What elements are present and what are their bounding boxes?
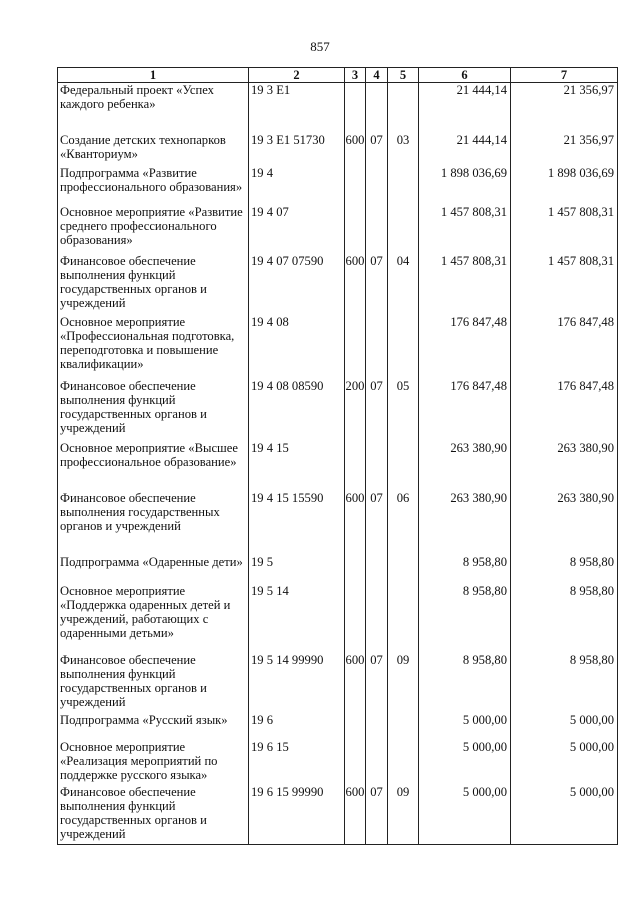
- row-name: Финансовое обеспечение выполнения государственных органов и учреждений: [58, 491, 249, 555]
- row-value-6: 8 958,80: [419, 584, 511, 653]
- row-col-5: 04: [388, 254, 419, 315]
- row-value-6: 21 444,14: [419, 83, 511, 133]
- row-col-4: 07: [366, 785, 388, 845]
- row-col-3: 600: [345, 653, 366, 713]
- table-row: [58, 379, 618, 441]
- row-col-4: [366, 584, 388, 653]
- row-value-6: 176 847,48: [419, 379, 511, 441]
- column-header: 2: [249, 68, 345, 83]
- column-header: 4: [366, 68, 388, 83]
- table-row: [58, 205, 618, 254]
- row-code: 19 6 15: [249, 740, 345, 785]
- row-code: 19 4 15 15590: [249, 491, 345, 555]
- table-header-row: [58, 68, 618, 83]
- page-number: 857: [310, 39, 330, 54]
- table-row: [58, 584, 618, 653]
- row-value-7: 263 380,90: [511, 491, 618, 555]
- row-code: 19 3 E1 51730: [249, 133, 345, 166]
- row-col-5: 09: [388, 785, 419, 845]
- column-header: 3: [345, 68, 366, 83]
- row-name: Основное мероприятие «Поддержка одаренных детей и учреждений, работающих с одаренными детьми»: [58, 584, 249, 653]
- row-value-7: 176 847,48: [511, 315, 618, 379]
- row-value-7: 263 380,90: [511, 441, 618, 491]
- row-col-4: 07: [366, 491, 388, 555]
- row-col-5: 05: [388, 379, 419, 441]
- row-code: 19 5 14 99990: [249, 653, 345, 713]
- row-value-7: 21 356,97: [511, 83, 618, 133]
- row-name: Финансовое обеспечение выполнения функций государственных органов и учреждений: [58, 379, 249, 441]
- row-value-7: 1 457 808,31: [511, 205, 618, 254]
- row-col-5: [388, 166, 419, 205]
- row-value-7: 21 356,97: [511, 133, 618, 166]
- row-col-5: 03: [388, 133, 419, 166]
- row-name: Подпрограмма «Развитие профессионального образования»: [58, 166, 249, 205]
- row-col-4: [366, 555, 388, 584]
- row-value-6: 176 847,48: [419, 315, 511, 379]
- row-col-4: [366, 315, 388, 379]
- row-name: Финансовое обеспечение выполнения функций государственных органов и учреждений: [58, 785, 249, 845]
- row-col-5: [388, 713, 419, 740]
- row-col-5: [388, 740, 419, 785]
- row-code: 19 4 08: [249, 315, 345, 379]
- row-value-7: 5 000,00: [511, 740, 618, 785]
- table-row: [58, 315, 618, 379]
- row-col-3: [345, 584, 366, 653]
- row-value-7: 5 000,00: [511, 713, 618, 740]
- row-col-3: [345, 315, 366, 379]
- row-col-4: 07: [366, 653, 388, 713]
- row-value-6: 1 457 808,31: [419, 254, 511, 315]
- row-value-6: 263 380,90: [419, 491, 511, 555]
- row-name: Финансовое обеспечение выполнения функций государственных органов и учреждений: [58, 254, 249, 315]
- row-value-6: 21 444,14: [419, 133, 511, 166]
- row-value-6: 8 958,80: [419, 653, 511, 713]
- row-value-6: 8 958,80: [419, 555, 511, 584]
- row-code: 19 4: [249, 166, 345, 205]
- row-value-6: 263 380,90: [419, 441, 511, 491]
- row-col-4: [366, 166, 388, 205]
- row-col-4: [366, 441, 388, 491]
- row-value-7: 5 000,00: [511, 785, 618, 845]
- row-value-7: 8 958,80: [511, 584, 618, 653]
- row-col-5: [388, 315, 419, 379]
- budget-table: [57, 67, 618, 845]
- table-row: [58, 83, 618, 133]
- table-row: [58, 133, 618, 166]
- row-name: Финансовое обеспечение выполнения функций государственных органов и учреждений: [58, 653, 249, 713]
- row-code: 19 6 15 99990: [249, 785, 345, 845]
- row-name: Основное мероприятие «Реализация мероприятий по поддержке русского языка»: [58, 740, 249, 785]
- row-col-4: 07: [366, 254, 388, 315]
- row-name: Основное мероприятие «Высшее профессиональное образование»: [58, 441, 249, 491]
- column-header: 1: [58, 68, 249, 83]
- row-col-3: [345, 713, 366, 740]
- row-col-3: 200: [345, 379, 366, 441]
- row-col-3: [345, 740, 366, 785]
- table-row: [58, 491, 618, 555]
- row-code: 19 4 07 07590: [249, 254, 345, 315]
- row-value-7: 1 898 036,69: [511, 166, 618, 205]
- row-col-4: [366, 713, 388, 740]
- row-code: 19 5 14: [249, 584, 345, 653]
- row-col-3: [345, 166, 366, 205]
- row-col-5: [388, 584, 419, 653]
- row-value-7: 8 958,80: [511, 555, 618, 584]
- row-code: 19 4 15: [249, 441, 345, 491]
- row-name: Основное мероприятие «Профессиональная подготовка, переподготовка и повышение квалификации»: [58, 315, 249, 379]
- row-name: Основное мероприятие «Развитие среднего профессионального образования»: [58, 205, 249, 254]
- row-col-4: 07: [366, 133, 388, 166]
- row-name: Подпрограмма «Русский язык»: [58, 713, 249, 740]
- row-col-3: [345, 441, 366, 491]
- row-name: Создание детских технопарков «Кванториум»: [58, 133, 249, 166]
- row-col-5: [388, 441, 419, 491]
- row-col-3: 600: [345, 491, 366, 555]
- row-col-4: [366, 83, 388, 133]
- row-col-4: [366, 740, 388, 785]
- table-row: [58, 785, 618, 845]
- row-col-3: 600: [345, 254, 366, 315]
- table-row: [58, 555, 618, 584]
- row-col-4: [366, 205, 388, 254]
- table-row: [58, 713, 618, 740]
- row-code: 19 4 08 08590: [249, 379, 345, 441]
- row-name: Подпрограмма «Одаренные дети»: [58, 555, 249, 584]
- row-value-6: 5 000,00: [419, 740, 511, 785]
- table-body: [58, 83, 618, 845]
- row-col-3: [345, 555, 366, 584]
- row-col-5: [388, 555, 419, 584]
- row-code: 19 3 E1: [249, 83, 345, 133]
- row-col-5: 06: [388, 491, 419, 555]
- row-col-3: 600: [345, 785, 366, 845]
- row-col-5: 09: [388, 653, 419, 713]
- row-col-5: [388, 205, 419, 254]
- row-value-7: 8 958,80: [511, 653, 618, 713]
- row-col-5: [388, 83, 419, 133]
- row-col-3: [345, 83, 366, 133]
- table-row: [58, 441, 618, 491]
- table-row: [58, 254, 618, 315]
- table-row: [58, 653, 618, 713]
- row-code: 19 6: [249, 713, 345, 740]
- row-col-4: 07: [366, 379, 388, 441]
- table-row: [58, 740, 618, 785]
- row-code: 19 4 07: [249, 205, 345, 254]
- row-code: 19 5: [249, 555, 345, 584]
- row-name: Федеральный проект «Успех каждого ребенка»: [58, 83, 249, 133]
- column-header: 7: [511, 68, 618, 83]
- row-value-7: 176 847,48: [511, 379, 618, 441]
- table-row: [58, 166, 618, 205]
- row-value-6: 1 898 036,69: [419, 166, 511, 205]
- column-header: 5: [388, 68, 419, 83]
- row-value-6: 1 457 808,31: [419, 205, 511, 254]
- row-value-7: 1 457 808,31: [511, 254, 618, 315]
- row-col-3: [345, 205, 366, 254]
- row-value-6: 5 000,00: [419, 785, 511, 845]
- row-value-6: 5 000,00: [419, 713, 511, 740]
- row-col-3: 600: [345, 133, 366, 166]
- column-header: 6: [419, 68, 511, 83]
